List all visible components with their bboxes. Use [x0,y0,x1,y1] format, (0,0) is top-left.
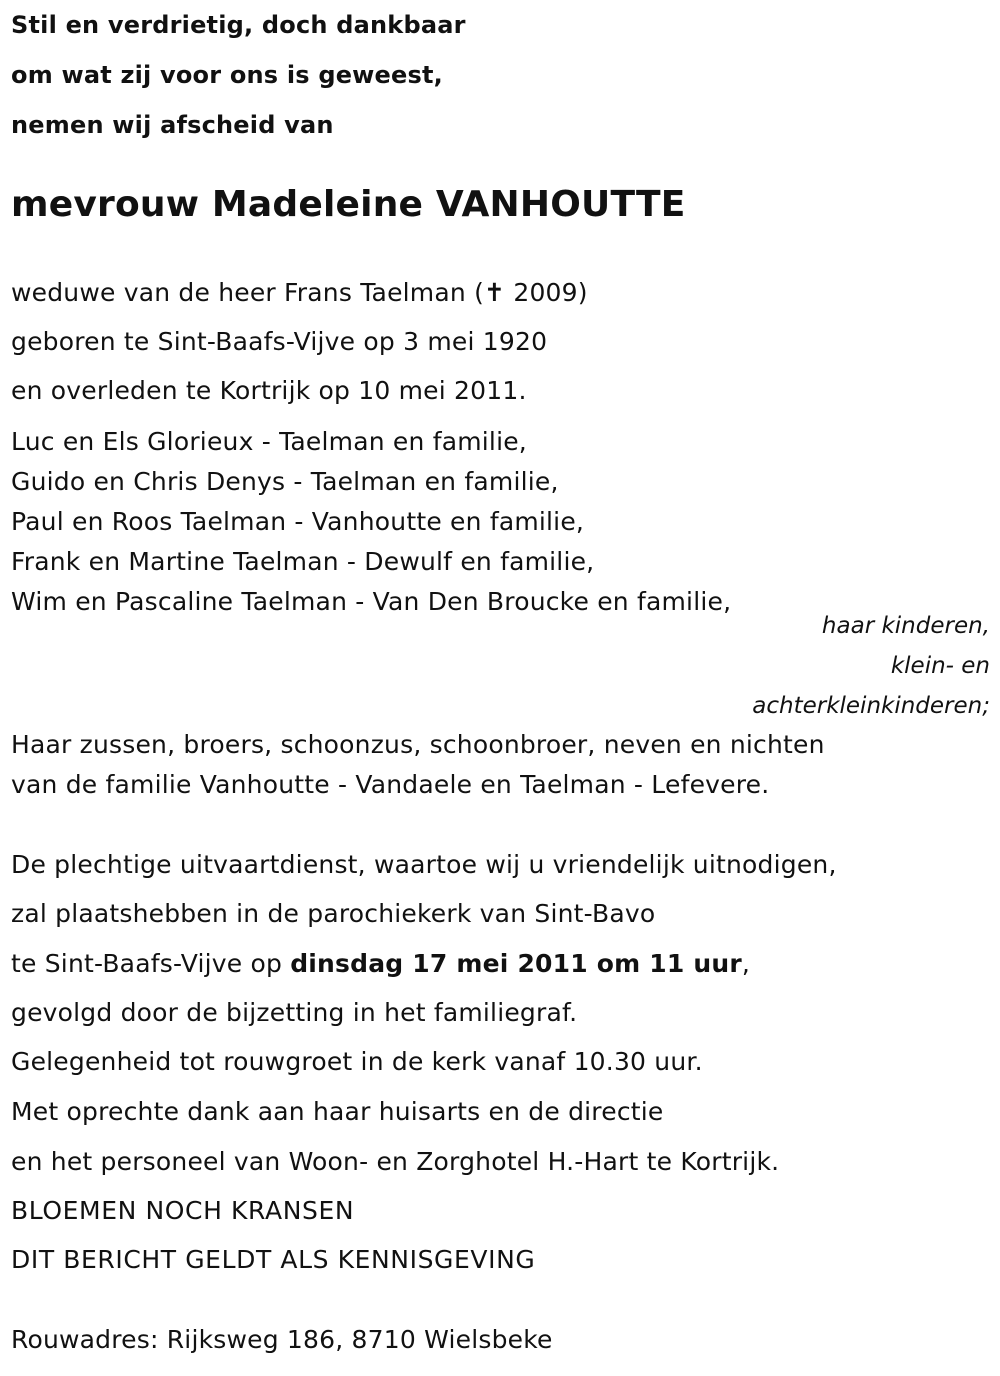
no-flowers-line: BLOEMEN NOCH KRANSEN [11,1196,355,1225]
service-line-6: Met oprechte dank aan haar huisarts en de directie [11,1097,664,1126]
born-line: geboren te Sint-Baafs-Vijve op 3 mei 1920 [11,327,548,356]
deceased-name: mevrouw Madeleine VANHOUTTE [11,184,686,225]
notice-line: DIT BERICHT GELDT ALS KENNISGEVING [11,1245,536,1274]
service-line-5: Gelegenheid tot rouwgroet in de kerk vanaf 10.30 uur. [11,1047,703,1076]
relation-line-2: klein- en [890,653,990,679]
relatives-line-1: Haar zussen, broers, schoonzus, schoonbroer, neven en nichten [11,730,825,759]
mourning-address: Rouwadres: Rijksweg 186, 8710 Wielsbeke [11,1325,553,1354]
intro-line-3: nemen wij afscheid van [11,111,334,139]
service-line-7: en het personeel van Woon- en Zorghotel H.-Hart te Kortrijk. [11,1147,780,1176]
service-date-time: dinsdag 17 mei 2011 om 11 uur [290,949,742,978]
child-line-2: Guido en Chris Denys - Taelman en familie, [11,467,559,496]
intro-line-2: om wat zij voor ons is geweest, [11,61,443,89]
widow-year: 2009) [505,278,588,307]
service-line-2: zal plaatshebben in de parochiekerk van Sint-Bavo [11,899,656,928]
relatives-line-2: van de familie Vanhoutte - Vandaele en Taelman - Lefevere. [11,770,770,799]
died-line: en overleden te Kortrijk op 10 mei 2011. [11,376,527,405]
child-line-4: Frank en Martine Taelman - Dewulf en familie, [11,547,595,576]
service-line-3 [11,949,750,979]
widow-line [11,278,588,308]
intro-line-1: Stil en verdrietig, doch dankbaar [11,11,466,39]
child-line-3: Paul en Roos Taelman - Vanhoutte en familie, [11,507,585,536]
service-line-3-prefix: te Sint-Baafs-Vijve op [11,949,291,978]
relation-line-1: haar kinderen, [821,613,990,639]
cross-icon: ✝ [484,278,506,307]
relation-line-3: achterkleinkinderen; [752,693,990,719]
service-line-1: De plechtige uitvaartdienst, waartoe wij u vriendelijk uitnodigen, [11,850,837,879]
service-line-4: gevolgd door de bijzetting in het familiegraf. [11,998,578,1027]
child-line-5: Wim en Pascaline Taelman - Van Den Broucke en familie, [11,587,732,616]
service-line-3-suffix: , [741,949,751,978]
widow-prefix: weduwe van de heer Frans Taelman ( [11,278,485,307]
child-line-1: Luc en Els Glorieux - Taelman en familie, [11,427,527,456]
